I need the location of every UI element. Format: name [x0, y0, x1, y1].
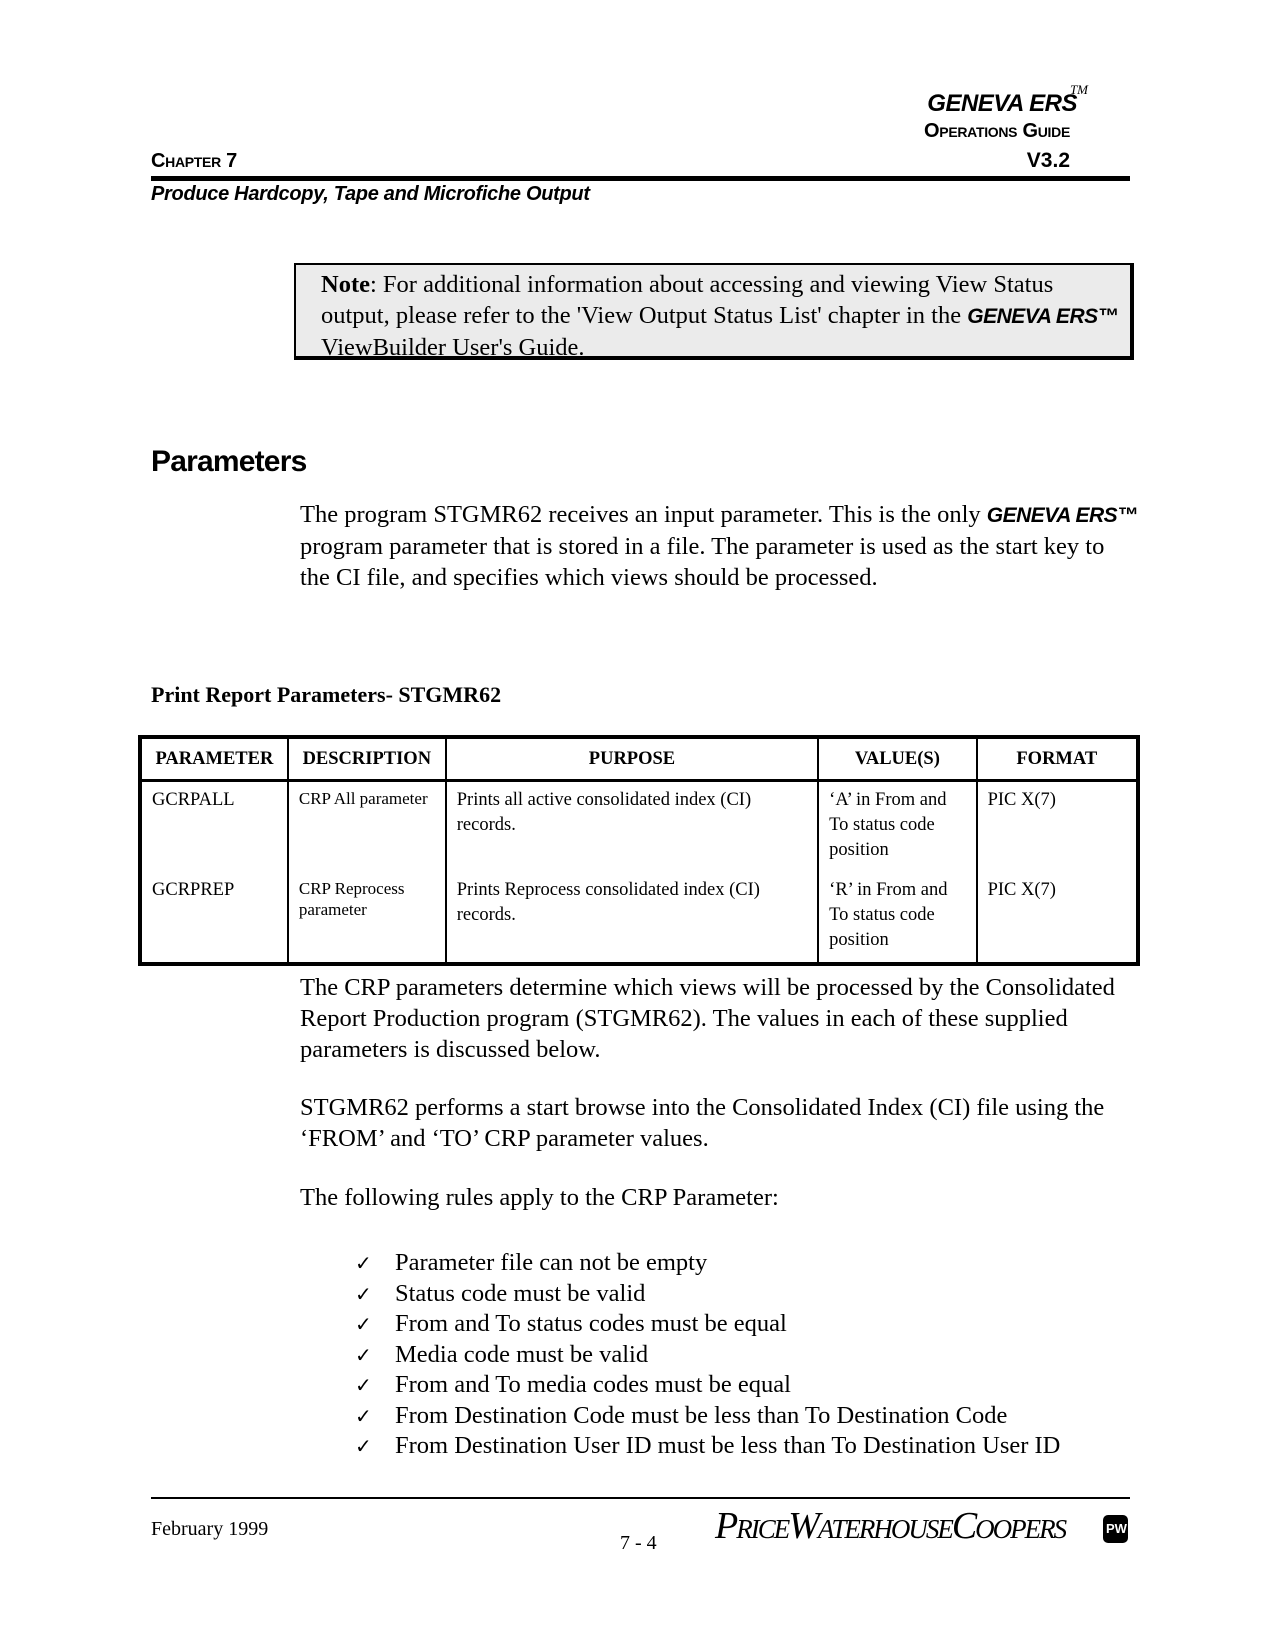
- chapter-title: Produce Hardcopy, Tape and Microfiche Output: [151, 183, 590, 205]
- table-row: [140, 872, 1138, 964]
- parameter-cell: GCRPREP: [140, 872, 288, 964]
- page-number: 7 - 4: [620, 1532, 657, 1554]
- list-item: [355, 1248, 1060, 1279]
- guide-title: Operations Guide: [924, 120, 1070, 142]
- check-icon: ✓: [355, 1403, 372, 1428]
- rule-text: Media code must be valid: [395, 1340, 649, 1368]
- check-icon: ✓: [355, 1281, 372, 1306]
- rules-list: [355, 1248, 1060, 1462]
- list-item: [355, 1401, 1060, 1432]
- header-rule: [151, 176, 1130, 181]
- format-cell: PIC X(7): [977, 781, 1138, 873]
- purpose-cell: Prints all active consolidated index (CI) records.: [446, 781, 818, 873]
- logo-icon: PW: [1103, 1515, 1128, 1543]
- crp-paragraph: The CRP parameters determine which views will be processed by the Consolidated Report Production program (STGMR62). The values in each of these supplied parameters is discussed below.: [300, 974, 1115, 1063]
- purpose-cell: Prints Reprocess consolidated index (CI) records.: [446, 872, 818, 964]
- company-logo: PriceWaterhouseCoopers: [715, 1505, 1066, 1547]
- note-text-2: ViewBuilder User's Guide.: [321, 334, 585, 361]
- column-header: FORMAT: [977, 737, 1138, 781]
- footer-date: February 1999: [151, 1518, 269, 1540]
- product-name: GENEVA ERS: [927, 90, 1077, 117]
- check-icon: ✓: [355, 1342, 372, 1367]
- intro-brand: GENEVA ERS™: [986, 504, 1138, 527]
- column-header: PARAMETER: [140, 737, 288, 781]
- footer-rule: [151, 1497, 1130, 1499]
- note-text-1: : For additional information about accessing and viewing View Status output, please refer to the 'View Output Status List' chapter in the: [321, 271, 1054, 329]
- list-item: [355, 1309, 1060, 1340]
- note-label: Note: [321, 271, 370, 298]
- rules-intro: The following rules apply to the CRP Parameter:: [300, 1184, 779, 1211]
- format-cell: PIC X(7): [977, 872, 1138, 964]
- rule-text: Parameter file can not be empty: [395, 1249, 708, 1276]
- check-icon: ✓: [355, 1251, 372, 1275]
- intro-text-1: The program STGMR62 receives an input parameter. This is the only: [300, 501, 987, 528]
- rule-text: From Destination User ID must be less than To Destination User ID: [395, 1432, 1061, 1459]
- description-cell: CRP All parameter: [288, 781, 446, 873]
- table-caption: Print Report Parameters- STGMR62: [151, 682, 502, 707]
- list-item: [355, 1370, 1060, 1401]
- values-cell: ‘A’ in From and To status code position: [818, 781, 976, 873]
- version-label: V3.2: [1026, 149, 1070, 172]
- column-header: DESCRIPTION: [288, 737, 446, 781]
- column-header: VALUE(S): [818, 737, 976, 781]
- table-header-row: [140, 737, 1138, 781]
- rule-text: Status code must be valid: [395, 1279, 646, 1307]
- parameters-table: [138, 735, 1140, 966]
- chapter-label: Chapter 7: [151, 150, 237, 172]
- intro-text-2: program parameter that is stored in a file. The parameter is used as the start key to the CI file, and specifies which views should be processed.: [300, 533, 1105, 591]
- intro-paragraph: [300, 499, 1140, 593]
- list-item: [355, 1431, 1060, 1462]
- check-icon: ✓: [355, 1373, 372, 1397]
- rule-text: From and To media codes must be equal: [395, 1371, 791, 1398]
- list-item: [355, 1340, 1060, 1371]
- check-icon: ✓: [355, 1312, 372, 1336]
- check-icon: ✓: [355, 1434, 372, 1458]
- note-brand: GENEVA ERS™: [967, 305, 1119, 328]
- browse-paragraph: STGMR62 performs a start browse into the Consolidated Index (CI) file using the ‘FROM’ and ‘TO’ CRP parameter values.: [300, 1094, 1105, 1152]
- section-heading: Parameters: [151, 445, 307, 478]
- description-cell: CRP Reprocess parameter: [288, 872, 446, 964]
- values-cell: ‘R’ in From and To status code position: [818, 872, 976, 964]
- parameter-cell: GCRPALL: [140, 781, 288, 873]
- column-header: PURPOSE: [446, 737, 818, 781]
- trademark-mark: TM: [1069, 82, 1088, 97]
- note-box: [294, 263, 1134, 360]
- table-row: [140, 781, 1138, 873]
- list-item: [355, 1279, 1060, 1310]
- rule-text: From and To status codes must be equal: [395, 1310, 787, 1337]
- rule-text: From Destination Code must be less than To Destination Code: [395, 1401, 1008, 1429]
